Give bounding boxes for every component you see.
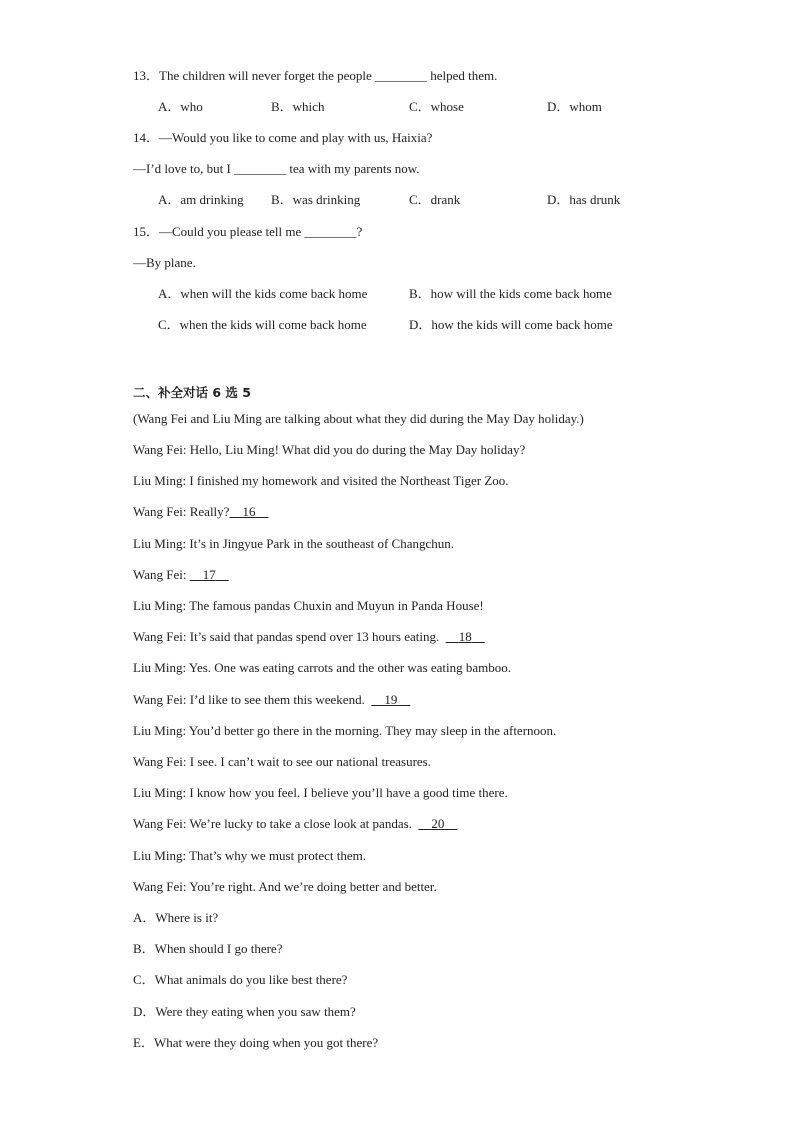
option-letter: B． [271, 99, 293, 114]
speaker: Wang Fei: [133, 754, 187, 769]
dialogue-text: It’s in Jingyue Park in the southeast of Changchun. [189, 536, 455, 551]
section-intro: (Wang Fei and Liu Ming are talking about what they did during the May Day holiday.) [133, 411, 584, 426]
speaker: Liu Ming: [133, 785, 187, 800]
dialogue-line [133, 473, 509, 489]
option-b [271, 99, 324, 115]
option-b [271, 192, 360, 208]
option-letter: B． [271, 192, 293, 207]
dialogue-text: It’s said that pandas spend over 13 hours eating. [189, 629, 440, 644]
question-14-reply [133, 161, 420, 177]
question-15 [133, 224, 362, 240]
option-letter: C． [158, 317, 180, 332]
dialogue-text: I’d like to see them this weekend. [189, 692, 365, 707]
numbered-blank: 17 [202, 567, 216, 582]
dialogue-line [133, 692, 410, 708]
option-letter: D． [547, 99, 570, 114]
dialogue-line [133, 785, 508, 801]
option-text: who [180, 99, 203, 114]
dialogue-text: You’d better go there in the morning. They may sleep in the afternoon. [188, 723, 557, 738]
question-number: 13． [133, 68, 160, 83]
option-text: drank [430, 192, 461, 207]
option-b [409, 286, 612, 302]
speaker: Liu Ming: [133, 723, 187, 738]
dialogue-text: You’re right. And we’re doing better and better. [189, 879, 437, 894]
question-stem: —Would you like to come and play with us, Haixia? [159, 130, 433, 145]
speaker: Wang Fei: [133, 629, 187, 644]
dialogue-line [133, 567, 229, 583]
option-letter: A． [158, 192, 181, 207]
option-c [409, 192, 460, 208]
speaker: Liu Ming: [133, 473, 187, 488]
dialogue-text: I finished my homework and visited the Northeast Tiger Zoo. [189, 473, 509, 488]
dialogue-line [133, 754, 431, 770]
question-number: 15． [133, 224, 160, 239]
speaker: Liu Ming: [133, 848, 187, 863]
answer-blank: ________ [234, 161, 287, 176]
choice-letter: A． [133, 910, 156, 925]
numbered-blank: 18 [458, 629, 472, 644]
numbered-blank: 20 [431, 816, 445, 831]
speaker: Liu Ming: [133, 598, 187, 613]
dialogue-text: Yes. One was eating carrots and the other was eating bamboo. [188, 660, 512, 675]
dialogue-text: Really? [189, 504, 230, 519]
dialogue-line [133, 504, 268, 520]
option-text: whom [569, 99, 602, 114]
choice-letter: C． [133, 972, 155, 987]
option-text: has drunk [569, 192, 621, 207]
speaker: Wang Fei: [133, 816, 187, 831]
dialogue-line [133, 629, 485, 645]
choice-letter: D． [133, 1004, 156, 1019]
dialogue-text: I see. I can’t wait to see our national treasures. [189, 754, 431, 769]
speaker: Wang Fei: [133, 442, 187, 457]
option-text: which [292, 99, 325, 114]
numbered-blank: 19 [384, 692, 398, 707]
option-a [158, 192, 244, 208]
dialogue-text: That’s why we must protect them. [189, 848, 367, 863]
choice-d [133, 1004, 356, 1020]
dialogue-line [133, 723, 556, 739]
question-stem: —Could you please tell me [159, 224, 305, 239]
question-number: 14． [133, 130, 160, 145]
speaker: Wang Fei: [133, 692, 187, 707]
choice-text: Were they eating when you saw them? [155, 1004, 356, 1019]
option-text: how the kids will come back home [431, 317, 613, 332]
dialogue-line [133, 598, 484, 614]
choice-letter: B． [133, 941, 155, 956]
option-text: when will the kids come back home [180, 286, 368, 301]
option-d [547, 192, 620, 208]
speaker: Wang Fei: [133, 567, 187, 582]
option-a [158, 99, 203, 115]
option-c [158, 317, 367, 333]
speaker: Wang Fei: [133, 879, 187, 894]
dialogue-text: Hello, Liu Ming! What did you do during the May Day holiday? [189, 442, 526, 457]
dialogue-line [133, 848, 366, 864]
option-letter: C． [409, 192, 431, 207]
question-14 [133, 130, 432, 146]
choice-e [133, 1035, 378, 1051]
choice-letter: E． [133, 1035, 154, 1050]
option-text: am drinking [180, 192, 244, 207]
choice-a [133, 910, 218, 926]
option-text: when the kids will come back home [179, 317, 367, 332]
dialogue-line [133, 536, 454, 552]
dialogue-line [133, 660, 511, 676]
option-d [547, 99, 602, 115]
dialogue-text: We’re lucky to take a close look at pandas. [189, 816, 412, 831]
choice-c [133, 972, 347, 988]
dialogue-text: I know how you feel. I believe you’ll have a good time there. [189, 785, 508, 800]
question-stem: ? [356, 224, 363, 239]
choice-text: When should I go there? [154, 941, 283, 956]
dialogue-line [133, 442, 525, 458]
option-c [409, 99, 464, 115]
speaker: Wang Fei: [133, 504, 187, 519]
question-stem: The children will never forget the people [159, 68, 376, 83]
speaker: Liu Ming: [133, 660, 187, 675]
option-a [158, 286, 367, 302]
dialogue-line [133, 879, 437, 895]
answer-blank: ________ [375, 68, 428, 83]
option-letter: A． [158, 99, 181, 114]
question-stem: tea with my parents now. [286, 161, 420, 176]
question-stem: helped them. [427, 68, 498, 83]
choice-b [133, 941, 282, 957]
option-letter: D． [409, 317, 432, 332]
option-text: how will the kids come back home [430, 286, 612, 301]
numbered-blank: 16 [242, 504, 256, 519]
question-stem: —I’d love to, but I [133, 161, 235, 176]
choice-text: Where is it? [155, 910, 219, 925]
choice-text: What animals do you like best there? [154, 972, 348, 987]
question-stem: —By plane. [133, 255, 196, 270]
answer-blank: ________ [304, 224, 357, 239]
speaker: Liu Ming: [133, 536, 187, 551]
question-15-reply [133, 255, 196, 271]
option-letter: D． [547, 192, 570, 207]
section-heading: 二、补全对话 6 选 5 [133, 385, 251, 400]
option-letter: B． [409, 286, 431, 301]
option-letter: C． [409, 99, 431, 114]
dialogue-text: The famous pandas Chuxin and Muyun in Panda House! [189, 598, 484, 613]
option-d [409, 317, 613, 333]
option-letter: A． [158, 286, 181, 301]
choice-text: What were they doing when you got there? [153, 1035, 379, 1050]
option-text: was drinking [292, 192, 361, 207]
question-13 [133, 68, 497, 84]
option-text: whose [430, 99, 464, 114]
dialogue-line [133, 816, 457, 832]
